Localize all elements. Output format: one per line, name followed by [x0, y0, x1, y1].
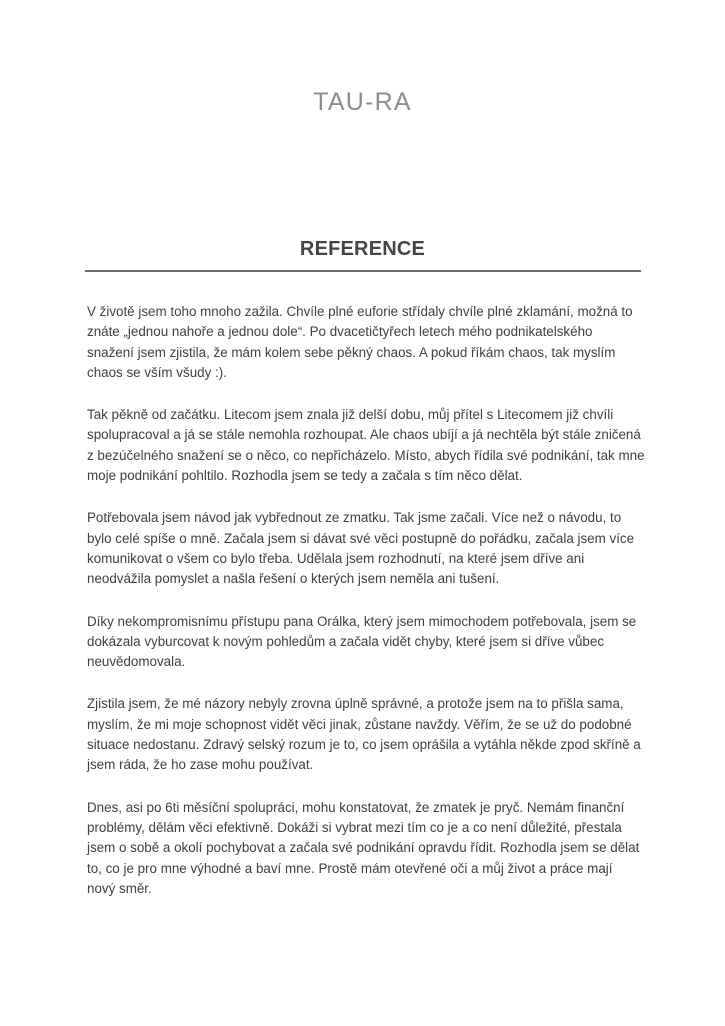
paragraph-line: V životě jsem toho mnoho zažila. Chvíle plné euforie střídaly chvíle plné zklamání, možná to [87, 304, 633, 319]
paragraph-line: myslím, že mi moje schopnost vidět věci jinak, zůstane navždy. Věřím, že se už do podobné [87, 716, 632, 732]
page-title: REFERENCE [299, 238, 426, 260]
body-text [87, 302, 647, 921]
paragraph [87, 405, 647, 486]
paragraph-line: neuvědomovala. [87, 654, 186, 670]
paragraph-line: to, co je pro mne výhodné a baví mne. Prostě mám otevřené oči a můj život a práce mají [87, 860, 613, 876]
paragraph-line: jsem ráda, že ho zase mohu používat. [87, 757, 314, 773]
paragraph-line: problémy, dělám věci efektivně. Dokáži si vybrat mezi tím co je a co není důležité, přestala [87, 819, 622, 835]
paragraph-line: z bezúčelného snažení se o něco, co nepřicházelo. Místo, abych řídila své podnikání, tak mne [87, 447, 645, 463]
paragraph-line: neodvážila pomyslet a našla řešení o kterých jsem neměla ani tušení. [87, 571, 500, 587]
paragraph-line: jsem o sobě a okolí pochybovat a začala své podnikání opravdu řídit. Rozhodla jsem se dělat [87, 840, 640, 856]
paragraph-line: spolupracoval a já se stále nemohla rozhoupat. Ale chaos ubíjí a já nechtěla být stále zničená [87, 427, 641, 443]
company-logo: TAU-RA [313, 88, 412, 116]
paragraph-line: Potřebovala jsem návod jak vybřednout ze zmatku. Tak jsme začali. Více než o návodu, to [87, 510, 622, 526]
paragraph-line: Dnes, asi po 6ti měsíční spolupráci, mohu konstatovat, že zmatek je pryč. Nemám finanční [87, 799, 625, 815]
paragraph-line: znáte „jednou nahoře a jednou dole“. Po dvacetičtyřech letech mého podnikatelského [87, 324, 593, 340]
paragraph-line: Díky nekompromisnímu přístupu pana Orálka, který jsem mimochodem potřebovala, jsem se [87, 613, 637, 629]
paragraph [87, 612, 647, 673]
paragraph-line: Zjistila jsem, že mé názory nebyly zrovna úplně správné, a protože jsem na to přišla sama, [87, 696, 624, 712]
paragraph [87, 694, 647, 775]
paragraph-line: chaos se vším všudy :). [87, 364, 227, 380]
paragraph-line: komunikovat o všem co bylo třeba. Udělala jsem rozhodnutí, na které jsem dříve ani [87, 550, 585, 566]
paragraph [87, 508, 647, 589]
paragraph-line: Tak pěkně od začátku. Litecom jsem znala již delší dobu, můj přítel s Litecomem již chvíli [87, 407, 614, 423]
paragraph [87, 302, 647, 383]
title-divider [85, 270, 641, 272]
paragraph-line: snažení jsem zjistila, že mám kolem sebe pěkný chaos. A pokud říkám chaos, tak myslím [87, 344, 616, 360]
paragraph [87, 798, 647, 899]
paragraph-line: situace nedostanu. Zdravý selský rozum je to, co jsem oprášila a vytáhla někde zpod skříně a [87, 737, 641, 753]
paragraph-line: bylo celé spíše o mně. Začala jsem si dávat své věci postupně do pořádku, začala jsem více [87, 530, 635, 546]
paragraph-line: moje podnikání pohltilo. Rozhodla jsem se tedy a začala s tím něco dělat. [87, 468, 523, 484]
paragraph-line: dokázala vyburcovat k novým pohledům a začala vidět chyby, které jsem si dříve vůbec [87, 633, 605, 649]
paragraph-line: nový směr. [87, 880, 152, 896]
